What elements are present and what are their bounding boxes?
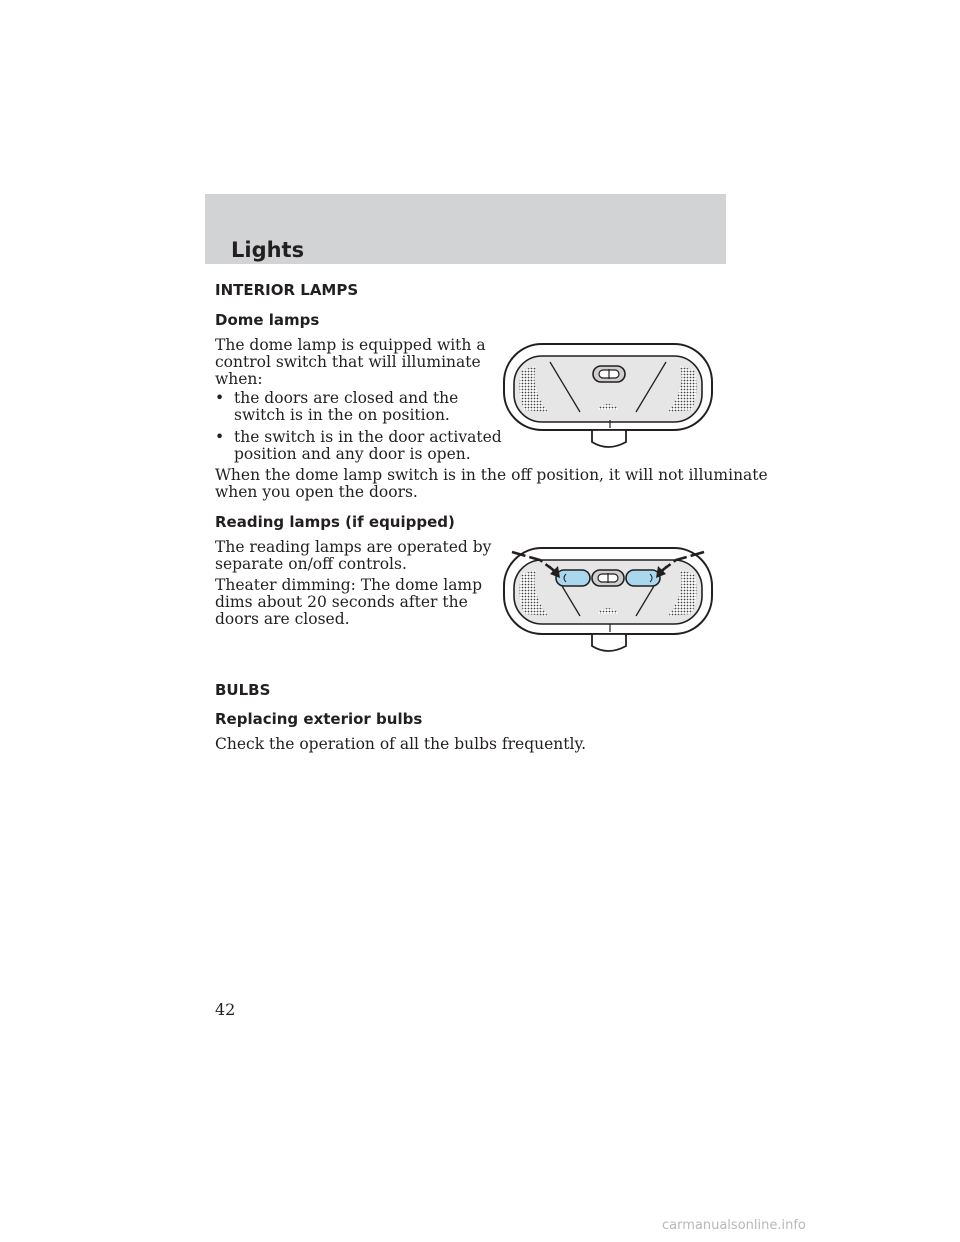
section-title: Lights: [231, 238, 305, 262]
bullet-line: switch is in the on position.: [234, 406, 450, 424]
replacing-bulbs-heading: Replacing exterior bulbs: [215, 710, 423, 728]
dome-intro-line: The dome lamp is equipped with a: [215, 336, 486, 354]
dome-intro-line: control switch that will illuminate: [215, 353, 481, 371]
dome-off-line: when you open the doors.: [215, 483, 418, 501]
section-header-band: [205, 194, 726, 264]
dome-intro-line: when:: [215, 370, 263, 388]
page-number: 42: [215, 1000, 236, 1019]
reading-lamps-illustration: [500, 544, 716, 660]
bullet-line: the doors are closed and the: [234, 389, 459, 407]
reading-line: dims about 20 seconds after the: [215, 593, 468, 611]
replacing-bulbs-text: Check the operation of all the bulbs frequently.: [215, 735, 587, 753]
reading-line: separate on/off controls.: [215, 555, 407, 573]
reading-lamps-heading: Reading lamps (if equipped): [215, 513, 455, 531]
reading-line: The reading lamps are operated by: [215, 538, 492, 556]
bulbs-heading: BULBS: [215, 681, 271, 699]
bullet-icon: •: [215, 389, 225, 407]
interior-lamps-heading: INTERIOR LAMPS: [215, 281, 359, 299]
bullet-line: position and any door is open.: [234, 445, 471, 463]
bullet-line: the switch is in the door activated: [234, 428, 502, 446]
reading-line: Theater dimming: The dome lamp: [215, 576, 483, 594]
dome-lamps-heading: Dome lamps: [215, 311, 320, 329]
dome-lamp-illustration: [500, 340, 716, 460]
reading-line: doors are closed.: [215, 610, 350, 628]
watermark-text: carmanualsonline.info: [662, 1218, 806, 1233]
bullet-icon: •: [215, 428, 225, 446]
dome-off-line: When the dome lamp switch is in the off position, it will not illuminate: [215, 466, 768, 484]
